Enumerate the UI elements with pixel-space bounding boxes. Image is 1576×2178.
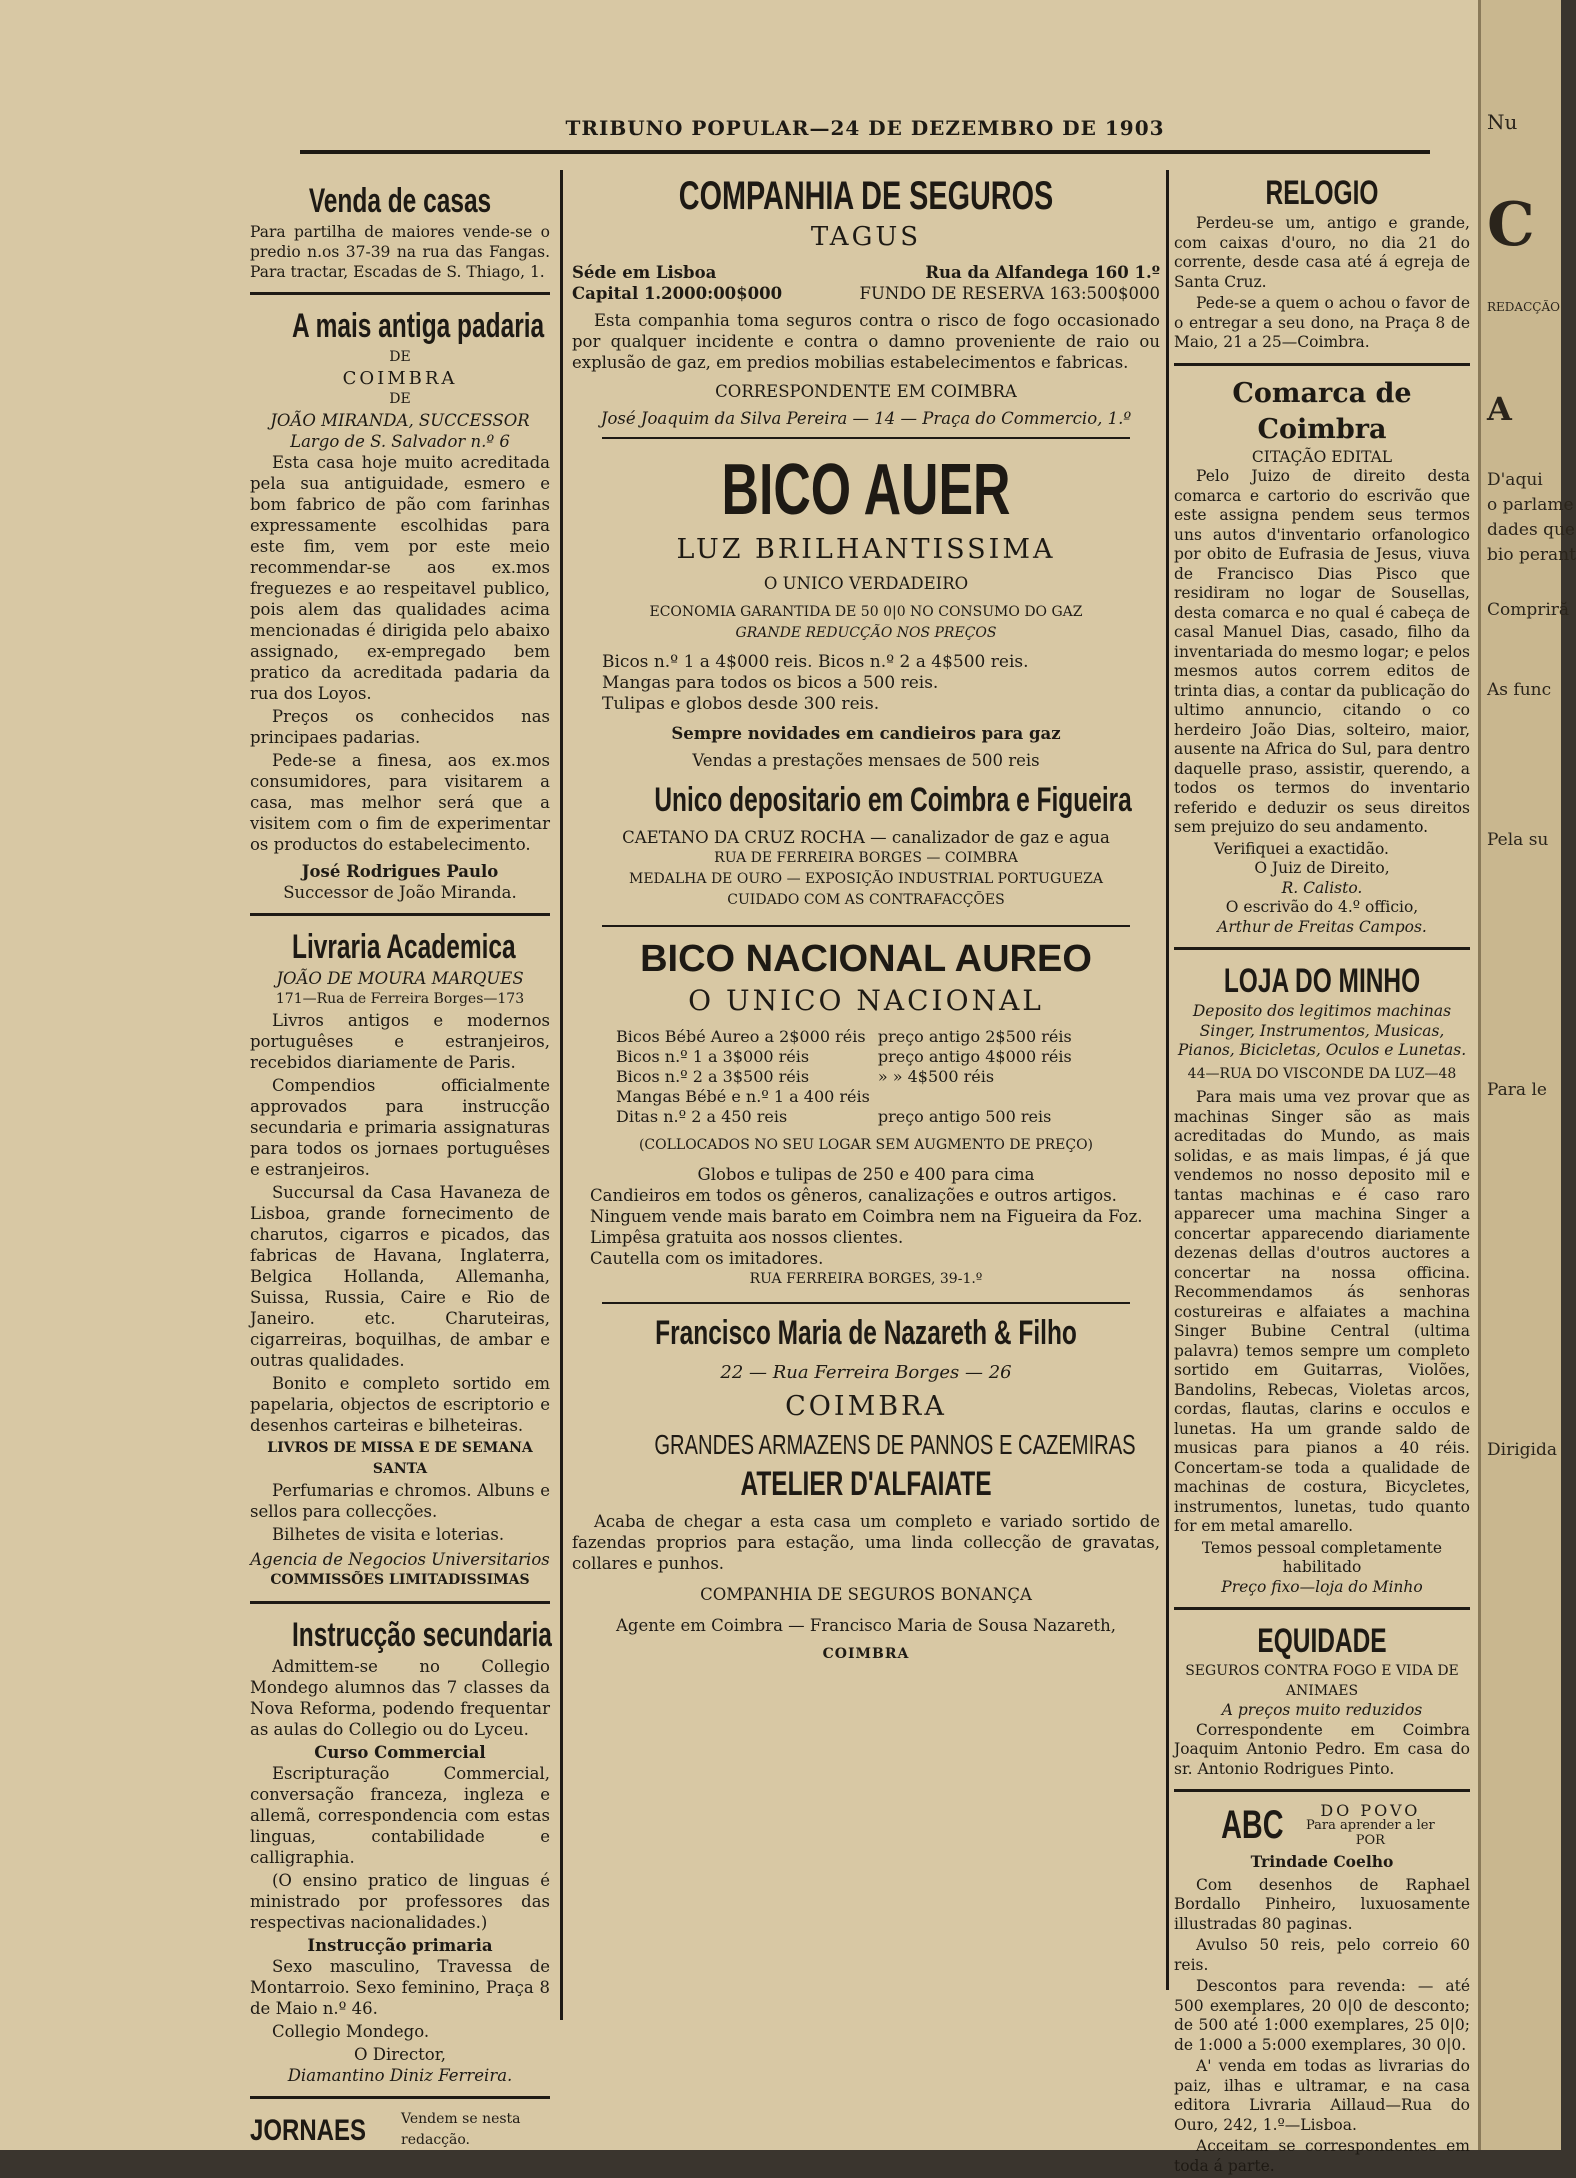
ad-text: Para partilha de maiores vende-se o predio n.os 37-39 na rua das Fangas. Para tractar, Escadas de S. Thiago, 1. bbox=[250, 223, 550, 281]
ad-bico-auer bbox=[572, 447, 1160, 911]
ad-signature: Successor de João Miranda. bbox=[283, 883, 517, 902]
ad-text: Preço fixo—loja do Minho bbox=[1221, 1577, 1423, 1596]
ad-signature: Arthur de Freitas Campos. bbox=[1217, 917, 1427, 936]
ad-city: COIMBRA bbox=[342, 368, 458, 389]
ad-text: Temos pessoal completamente habilitado bbox=[1201, 1538, 1443, 1576]
ad-address: 171—Rua de Ferreira Borges—173 bbox=[275, 991, 525, 1007]
table-cell: preço antigo 4$000 réis bbox=[877, 1047, 1072, 1066]
ad-title: A mais antiga padaria bbox=[292, 307, 545, 345]
ad-title: Francisco Maria de Nazareth & Filho bbox=[655, 1314, 1077, 1352]
edge-text-fragment: REDACÇÃO bbox=[1487, 300, 1560, 314]
table-row bbox=[612, 1107, 1076, 1127]
edge-text-fragment: D'aqui bbox=[1487, 470, 1543, 490]
edge-text-fragment: dades que bbox=[1487, 520, 1575, 540]
ad-text: POR bbox=[1355, 1832, 1385, 1848]
column-right bbox=[1174, 172, 1470, 2178]
divider bbox=[602, 925, 1130, 927]
ad-signature: José Rodrigues Paulo bbox=[301, 862, 499, 881]
edge-text-fragment: bio perant bbox=[1487, 545, 1576, 565]
ad-text: (O ensino pratico de linguas é ministrado por professores das respectivas nacionalidades.) bbox=[250, 1871, 550, 1932]
ad-address: 22 — Rua Ferreira Borges — 26 bbox=[720, 1362, 1012, 1383]
ad-subtitle: DO POVO bbox=[1320, 1800, 1421, 1820]
ad-text: Pelo Juizo de direito desta comarca e cartorio do escrivão que este assigna pendem seus termos uns autos d'inventario orfanologico por obito de Eufrasia de Jesus, viuva de Francisco Dias Pisco que residiram no logar de Sousellas, desta comarca e no qual é cabeça de casal Manuel Dias, casado, filho da inventariada do mesmo logar; e pelos mesmos autos correm editos de trinta dias, a contar da publicação do ultimo annuncio, citando o co herdeiro João Dias, solteiro, maior, ausente na Africa do Sul, para dentro daquelle praso, assistir, querendo, a todos os termos do inventario referido e deduzir os seus direitos sem prejuizo do seu andamento. bbox=[1174, 467, 1470, 836]
ad-text: Esta casa hoje muito acreditada pela sua antiguidade, esmero e bom fabrico de pão com farinhas expressamente escolhidas para este fim, vem por este meio recommendar-se aos ex.mos freguezes e ao respeitavel publico, pois alem das qualidades acima mencionadas é dirigida pelo abaixo assignado, ex-empregado bem pratico da acreditada padaria da rua dos Loyos. bbox=[250, 453, 550, 703]
ad-text: Pede-se a finesa, aos ex.mos consumidores, para visitarem a casa, mas melhor será que a visitem com o fim de experimentar os productos do estabelecimento. bbox=[250, 751, 550, 854]
table-row bbox=[612, 1047, 1076, 1067]
ad-text: RUA DE FERREIRA BORGES — COIMBRA bbox=[714, 850, 1018, 866]
ad-text: Sempre novidades em candieiros para gaz bbox=[671, 724, 1061, 743]
ad-text: Pede-se a quem o achou o favor de o entregar a seu dono, na Praça 8 de Maio, 21 a 25—Coimbra. bbox=[1174, 294, 1470, 351]
ad-text: ECONOMIA GARANTIDA DE 50 0|0 NO CONSUMO DO GAZ bbox=[649, 604, 1083, 620]
ad-text: Perfumarias e chromos. Albuns e sellos para collecções. bbox=[250, 1481, 550, 1521]
ad-title: BICO NACIONAL AUREO bbox=[640, 938, 1092, 980]
ad-text: Verifiquei a exactidão. bbox=[1214, 839, 1389, 858]
ad-text: (COLLOCADOS NO SEU LOGAR SEM AUGMENTO DE PREÇO) bbox=[638, 1137, 1094, 1153]
ad-text: Correspondente em Coimbra Joaquim Antonio Pedro. Em casa do sr. Antonio Rodrigues Pinto. bbox=[1174, 1720, 1470, 1778]
ad-equidade bbox=[1174, 1620, 1470, 1779]
ad-text: Livros antigos e modernos portuguêses e estranjeiros, recebidos diariamente de Paris. bbox=[250, 1011, 550, 1072]
ad-text: Sexo masculino, Travessa de Montarroio. Sexo feminino, Praça 8 de Maio n.º 46. bbox=[250, 1957, 550, 2018]
next-page-edge bbox=[1478, 0, 1576, 2150]
ad-signature: Diamantino Diniz Ferreira. bbox=[287, 2066, 513, 2085]
ad-seguros-tagus bbox=[572, 172, 1160, 429]
header-rule bbox=[300, 150, 1430, 154]
ad-text: Preços os conhecidos nas principaes padarias. bbox=[250, 707, 550, 747]
ad-loja-minho bbox=[1174, 960, 1470, 1597]
ad-text: Bonito e completo sortido em papelaria, objectos de escriptorio e desenhos carteiras e bilheteiras. bbox=[250, 1374, 550, 1435]
ad-text: COMMISSÕES LIMITADISSIMAS bbox=[270, 1572, 530, 1588]
ad-text: Vendas a prestações mensaes de 500 reis bbox=[692, 751, 1040, 770]
ad-address: RUA FERREIRA BORGES, 39-1.º bbox=[749, 1271, 983, 1287]
edge-text-fragment: A bbox=[1487, 390, 1512, 428]
ad-subtitle: CITAÇÃO EDITAL bbox=[1251, 447, 1393, 466]
ad-text: Rua da Alfandega 160 1.º bbox=[925, 263, 1160, 282]
divider bbox=[1174, 363, 1470, 366]
edge-text-fragment: C bbox=[1487, 190, 1535, 260]
ad-text: O escrivão do 4.º officio, bbox=[1225, 898, 1419, 916]
ad-text: A' venda em todas as livrarias do paiz, ilhas e ultramar, e na casa editora Livraria Aillaud—Rua do Ouro, 242, 1.º—Lisboa. bbox=[1174, 2057, 1470, 2134]
ad-text: Bilhetes de visita e loterias. bbox=[272, 1525, 505, 1544]
ad-text: Cautella com os imitadores. bbox=[590, 1249, 824, 1268]
ad-text: CAETANO DA CRUZ ROCHA — canalizador de gaz e agua bbox=[622, 828, 1110, 847]
ad-text: Acaba de chegar a esta casa um completo e variado sortido de fazendas proprios para estação, uma linda collecção de gravatas, collares e punhos. bbox=[572, 1512, 1160, 1573]
table-cell: Ditas n.º 2 a 450 reis bbox=[616, 1107, 788, 1126]
ad-signature: R. Calisto. bbox=[1281, 878, 1363, 897]
column-center bbox=[572, 172, 1160, 1665]
ad-nazareth bbox=[572, 1312, 1160, 1665]
ad-text: CORRESPONDENTE EM COIMBRA bbox=[715, 382, 1017, 401]
ad-text: Escripturação Commercial, conversação franceza, ingleza e allemã, correspondencia com estas linguas, contabilidade e calligraphia. bbox=[250, 1764, 550, 1867]
divider bbox=[250, 913, 550, 916]
edge-text-fragment: o parlame bbox=[1487, 495, 1574, 515]
ad-instrucao bbox=[250, 1614, 550, 2086]
ad-agency: Agencia de Negocios Universitarios bbox=[250, 1550, 550, 1569]
table-cell: Bicos Bébé Aureo a 2$000 réis bbox=[616, 1027, 866, 1046]
column-left bbox=[250, 180, 550, 2151]
ad-text: Collegio Mondego. bbox=[272, 2022, 430, 2041]
ad-subtitle: Curso Commercial bbox=[314, 1743, 486, 1762]
ad-text: Acceitam se correspondentes em toda á parte. bbox=[1174, 2137, 1470, 2175]
ad-subtitle: SEGUROS CONTRA FOGO E VIDA DE ANIMAES bbox=[1185, 1663, 1459, 1699]
edge-text-fragment: Nu bbox=[1487, 110, 1518, 134]
ad-address: 44—RUA DO VISCONDE DA LUZ—48 bbox=[1187, 1065, 1457, 1082]
ad-title: ABC bbox=[1221, 1803, 1284, 1847]
ad-text: Globos e tulipas de 250 e 400 para cima bbox=[697, 1165, 1035, 1184]
ad-subtitle: Deposito dos legitimos machinas Singer, Instrumentos, Musicas, Pianos, Bicicletas, Oculos e Lunetas. bbox=[1177, 1002, 1467, 1059]
ad-text: Compendios officialmente approvados para instrucção secundaria e primaria assignaturas para todos os jornaes portuguêses e estranjeiros. bbox=[250, 1076, 550, 1179]
divider bbox=[1174, 1789, 1470, 1792]
ad-heading: ATELIER D'ALFAIATE bbox=[740, 1465, 992, 1503]
ad-subtitle: LUZ BRILHANTISSIMA bbox=[676, 534, 1056, 565]
edge-text-fragment: Dirigida bbox=[1487, 1440, 1557, 1460]
ad-text: DE bbox=[389, 391, 411, 407]
divider bbox=[1174, 947, 1470, 950]
ad-text: Esta companhia toma seguros contra o risco de fogo occasionado por qualquer incidente e contra o damno proveniente de raio ou explusão de gaz, em predios mobilias estabelecimentos e fabricas. bbox=[572, 311, 1160, 372]
ad-subtitle: Instrucção primaria bbox=[307, 1936, 493, 1955]
ad-text: Agente em Coimbra — Francisco Maria de Sousa Nazareth, bbox=[615, 1616, 1117, 1635]
ad-title: Comarca de Coimbra bbox=[1232, 377, 1412, 445]
table-cell bbox=[874, 1087, 1076, 1107]
edge-text-fragment: Para le bbox=[1487, 1080, 1547, 1100]
ad-subtitle: O UNICO NACIONAL bbox=[688, 984, 1044, 1017]
ad-venda-casas bbox=[250, 180, 550, 282]
ad-text: Candieiros em todos os gêneros, canalizações e outros artigos. bbox=[590, 1186, 1117, 1205]
ad-padaria bbox=[250, 305, 550, 903]
ad-title: Venda de casas bbox=[308, 182, 492, 220]
divider bbox=[602, 1302, 1130, 1304]
ad-text: LIVROS DE MISSA E DE SEMANA SANTA bbox=[267, 1440, 533, 1477]
ad-bico-aureo bbox=[572, 935, 1160, 1290]
ad-text: COMPANHIA DE SEGUROS BONANÇA bbox=[700, 1585, 1032, 1604]
ad-text: Para aprender a ler bbox=[1305, 1817, 1435, 1833]
ad-relogio bbox=[1174, 172, 1470, 353]
ad-jornaes bbox=[250, 2109, 550, 2151]
ad-text: Limpêsa gratuita aos nossos clientes. bbox=[590, 1228, 904, 1247]
masthead: TRIBUNO POPULAR—24 DE DEZEMBRO DE 1903 bbox=[565, 116, 1165, 140]
table-cell: Mangas Bébé e n.º 1 a 400 réis bbox=[616, 1087, 870, 1106]
ad-text: Séde em Lisboa bbox=[572, 263, 717, 282]
ad-city: COIMBRA bbox=[822, 1646, 910, 1662]
divider bbox=[250, 2096, 550, 2099]
ad-text: José Joaquim da Silva Pereira — 14 — Praça do Commercio, 1.º bbox=[600, 409, 1132, 428]
ad-text: A preços muito reduzidos bbox=[1221, 1701, 1423, 1719]
ad-author: Trindade Coelho bbox=[1250, 1852, 1394, 1871]
ad-owner: JOÃO DE MOURA MARQUES bbox=[276, 969, 524, 988]
table-row bbox=[612, 1087, 1076, 1107]
edge-text-fragment: As func bbox=[1487, 680, 1552, 700]
ad-text: MEDALHA DE OURO — EXPOSIÇÃO INDUSTRIAL PORTUGUEZA bbox=[628, 871, 1104, 887]
ad-text: Capital 1.2000:00$000 bbox=[572, 284, 783, 303]
divider bbox=[1174, 1607, 1470, 1610]
divider bbox=[250, 1601, 550, 1604]
ad-title: JORNAES bbox=[250, 2113, 367, 2147]
ad-text: Perdeu-se um, antigo e grande, com caixas d'ouro, no dia 21 do corrente, desde casa até á egreja de Santa Cruz. bbox=[1174, 214, 1470, 291]
column-divider bbox=[1166, 170, 1169, 1990]
ad-title: BICO AUER bbox=[721, 450, 1011, 530]
ad-heading: GRANDES ARMAZENS DE PANNOS E CAZEMIRAS bbox=[654, 1429, 1136, 1460]
ad-owner: JOÃO MIRANDA, SUCCESSOR bbox=[270, 411, 530, 430]
ad-title: Instrucção secundaria bbox=[292, 1616, 552, 1654]
ad-text: O Director, bbox=[353, 2045, 447, 2064]
ad-text: Com desenhos de Raphael Bordallo Pinheiro, luxuosamente illustradas 80 paginas. bbox=[1174, 1875, 1470, 1933]
edge-text-fragment: Compriră bbox=[1487, 600, 1570, 620]
ad-text: Vendem se nesta redacção. bbox=[401, 2111, 521, 2148]
ad-text: O UNICO VERDADEIRO bbox=[763, 574, 969, 593]
ad-title: LOJA DO MINHO bbox=[1223, 962, 1421, 1000]
ad-livraria bbox=[250, 926, 550, 1591]
ad-text: Ninguem vende mais barato em Coimbra nem na Figueira da Foz. bbox=[590, 1207, 1143, 1226]
ad-text: Bicos n.º 1 a 4$000 reis. Bicos n.º 2 a 4$500 reis. bbox=[602, 652, 1029, 672]
ad-address: Largo de S. Salvador n.º 6 bbox=[290, 432, 510, 451]
ad-text: Descontos para revenda: — até 500 exemplares, 20 0|0 de desconto; de 500 até 1:000 exemplares, 25 0|0; de 1:000 a 5:000 exemplares, 30 0|0. bbox=[1174, 1977, 1470, 2054]
table-cell: » » 4$500 réis bbox=[877, 1067, 995, 1086]
table-row bbox=[612, 1027, 1076, 1047]
ad-text: Mangas para todos os bicos a 500 reis. bbox=[602, 673, 939, 693]
ad-text: CUIDADO COM AS CONTRAFACÇÕES bbox=[727, 892, 1005, 908]
ad-text: Succursal da Casa Havaneza de Lisboa, grande fornecimento de charutos, cigarros e picados, das fabricas de Havana, Inglaterra, Belgica Hollanda, Allemanha, Suissa, Russia, Caire e Rio de Janeiro. etc. Charuteiras, cigarreiras, boquilhas, de ambar e outras qualidades. bbox=[250, 1183, 550, 1370]
table-cell: Bicos n.º 2 a 3$500 réis bbox=[616, 1067, 810, 1086]
ad-comarca bbox=[1174, 376, 1470, 938]
ad-title: Livraria Academica bbox=[292, 928, 516, 966]
table-cell: Bicos n.º 1 a 3$000 réis bbox=[616, 1047, 810, 1066]
table-row bbox=[612, 1067, 1076, 1087]
ad-text: DE bbox=[389, 349, 411, 365]
ad-text: Avulso 50 reis, pelo correio 60 reis. bbox=[1174, 1936, 1470, 1974]
edge-text-fragment: Pela su bbox=[1487, 830, 1549, 850]
ad-text: GRANDE REDUCÇÃO NOS PREÇOS bbox=[735, 625, 997, 641]
ad-subtitle: TAGUS bbox=[810, 222, 922, 252]
ad-city: COIMBRA bbox=[785, 1391, 947, 1422]
ad-text: FUNDO DE RESERVA 163:500$000 bbox=[859, 284, 1160, 303]
ad-title: COMPANHIA DE SEGUROS bbox=[678, 174, 1054, 218]
table-cell: preço antigo 2$500 réis bbox=[877, 1027, 1072, 1046]
divider bbox=[602, 437, 1130, 439]
column-divider bbox=[560, 170, 563, 2020]
ad-text: Para mais uma vez provar que as machinas Singer são as mais acreditadas do Mundo, as mais solidas, e as mais limpas, é já que vendemos no nosso deposito mil e tantas machinas e é caso raro apparecer uma machina Singer a concertar apparecendo diariamente dezenas dellas d'outros auctores a concertar na nossa officina. Recommendamos ás senhoras costureiras e alfaiates a machina Singer Bubine Central (ultima palavra) temos sempre um completo sortido em Guitarras, Violões, Bandolins, Rebecas, Violetas arcos, cordas, flautas, clarins e occulos e lunetas. Ha um grande saldo de musicas para pianos a 40 réis. Concertam-se toda a qualidade de machinas de costura, Bicycletes, instrumentos, lunetas, tudo quanto for em metal amarello. bbox=[1174, 1088, 1470, 1535]
divider bbox=[250, 292, 550, 295]
ad-title: RELOGIO bbox=[1265, 174, 1379, 212]
ad-abc-povo bbox=[1174, 1802, 1470, 2176]
price-table bbox=[612, 1027, 1076, 1127]
ad-text: Tulipas e globos desde 300 reis. bbox=[602, 694, 880, 714]
ad-heading: Unico depositario em Coimbra e Figueira bbox=[654, 781, 1132, 819]
table-cell: preço antigo 500 reis bbox=[877, 1107, 1052, 1126]
ad-title: EQUIDADE bbox=[1257, 1622, 1387, 1660]
ad-text: O Juiz de Direito, bbox=[1254, 859, 1390, 877]
ad-text: Admittem-se no Collegio Mondego alumnos das 7 classes da Nova Reforma, podendo frequentar as aulas do Collegio ou do Lyceu. bbox=[250, 1657, 550, 1739]
